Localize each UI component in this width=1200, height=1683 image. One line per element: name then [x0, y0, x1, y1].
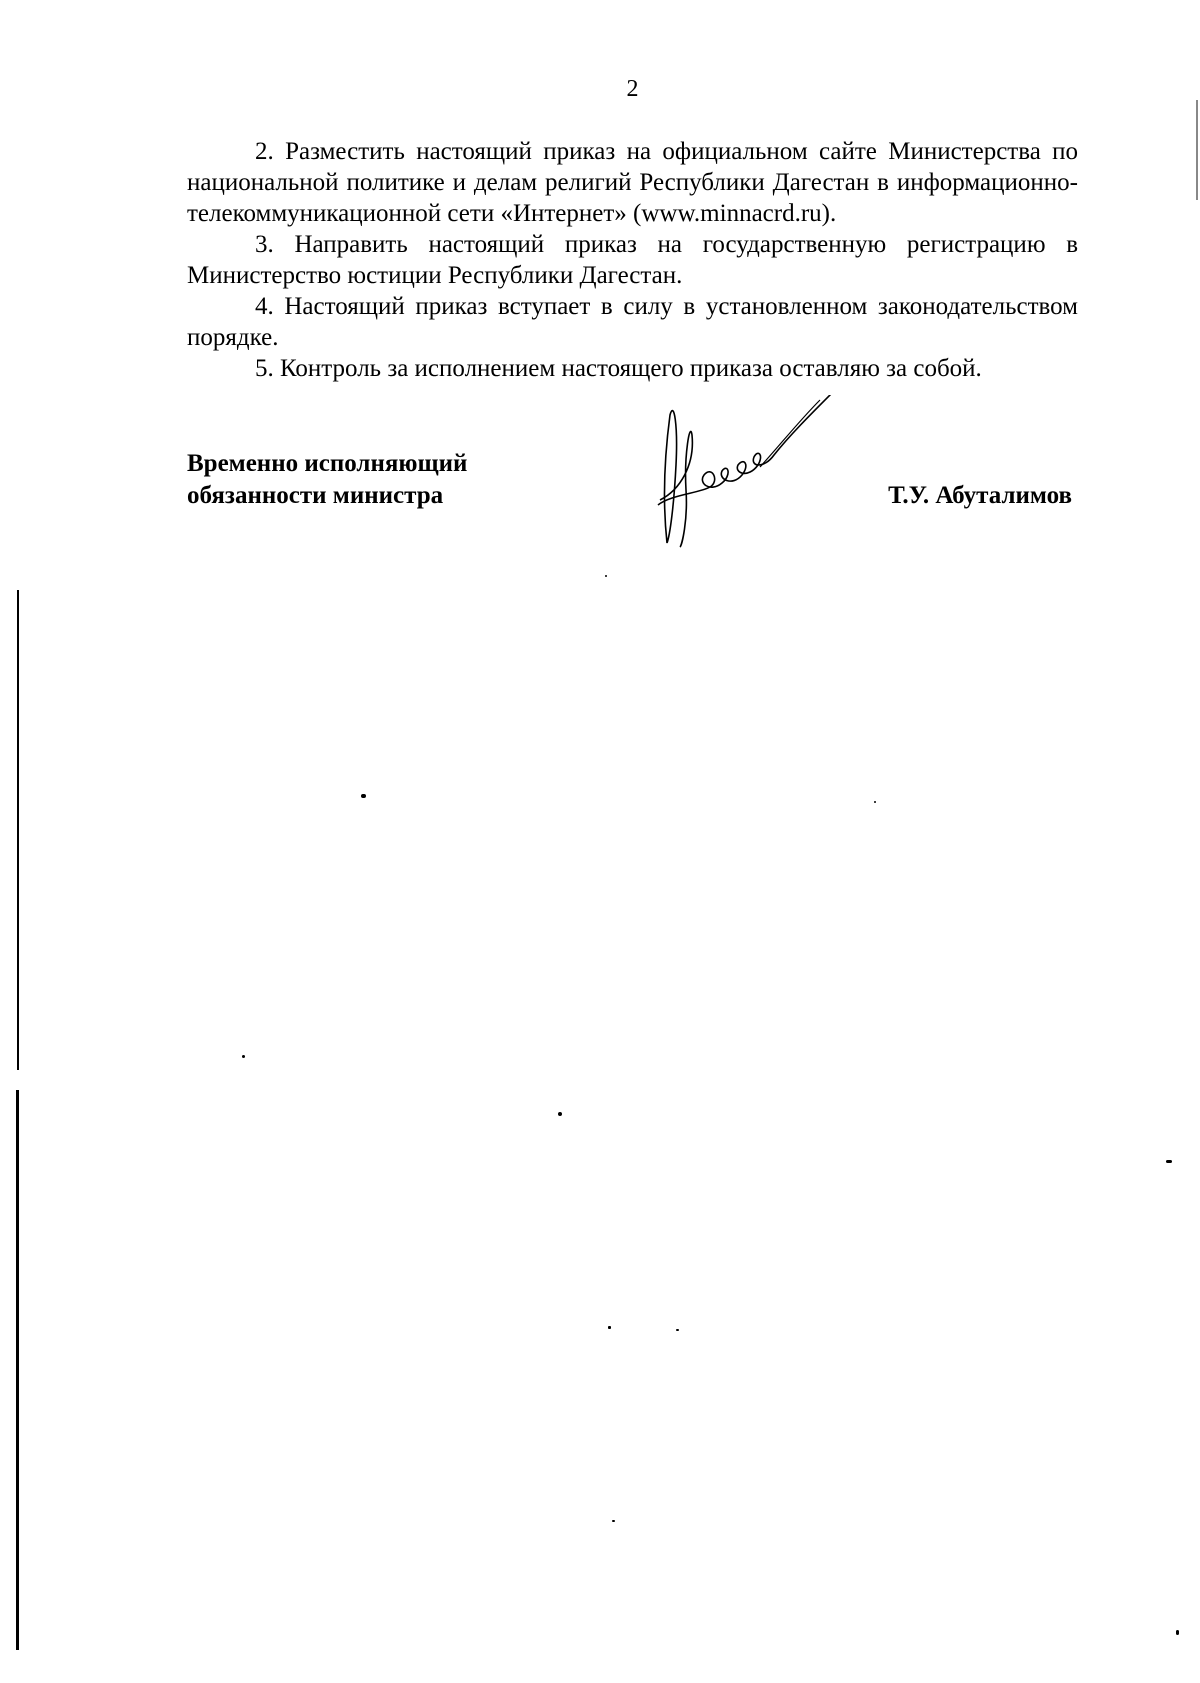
scan-speck	[608, 1326, 611, 1329]
scan-speck	[361, 794, 366, 798]
scan-speck	[676, 1329, 679, 1331]
handwritten-signature-icon	[640, 395, 840, 550]
scan-speck	[1166, 1160, 1172, 1163]
page-number: 2	[626, 76, 639, 102]
scan-edge-line-right	[1196, 100, 1198, 200]
paragraph-2: 2. Разместить настоящий приказ на официальном сайте Министерства по национальной политике и делам религий Республики Дагестан в информационно-телекоммуникационной сети «Интернет» (www.minnacrd.ru).	[187, 138, 1078, 227]
scan-speck	[605, 575, 607, 577]
signature-position	[187, 448, 467, 512]
scan-edge-line-left-lower	[16, 1090, 19, 1650]
position-line-1: Временно исполняющий	[187, 450, 468, 477]
scan-speck	[558, 1112, 562, 1116]
scan-edge-line-left	[17, 590, 19, 1070]
scan-speck	[612, 1520, 615, 1522]
scan-speck	[1176, 1630, 1179, 1635]
scan-speck	[874, 801, 876, 803]
paragraph-5: 5. Контроль за исполнением настоящего приказа оставляю за собой.	[255, 355, 982, 382]
position-line-2: обязанности министра	[187, 482, 444, 509]
signer-name: Т.У. Абуталимов	[888, 482, 1072, 509]
paragraph-3: 3. Направить настоящий приказ на государственную регистрацию в Министерство юстиции Республики Дагестан.	[187, 231, 1078, 289]
paragraph-4: 4. Настоящий приказ вступает в силу в установленном законодательством порядке.	[187, 293, 1078, 351]
document-body	[187, 136, 1078, 384]
scan-speck	[242, 1055, 245, 1058]
